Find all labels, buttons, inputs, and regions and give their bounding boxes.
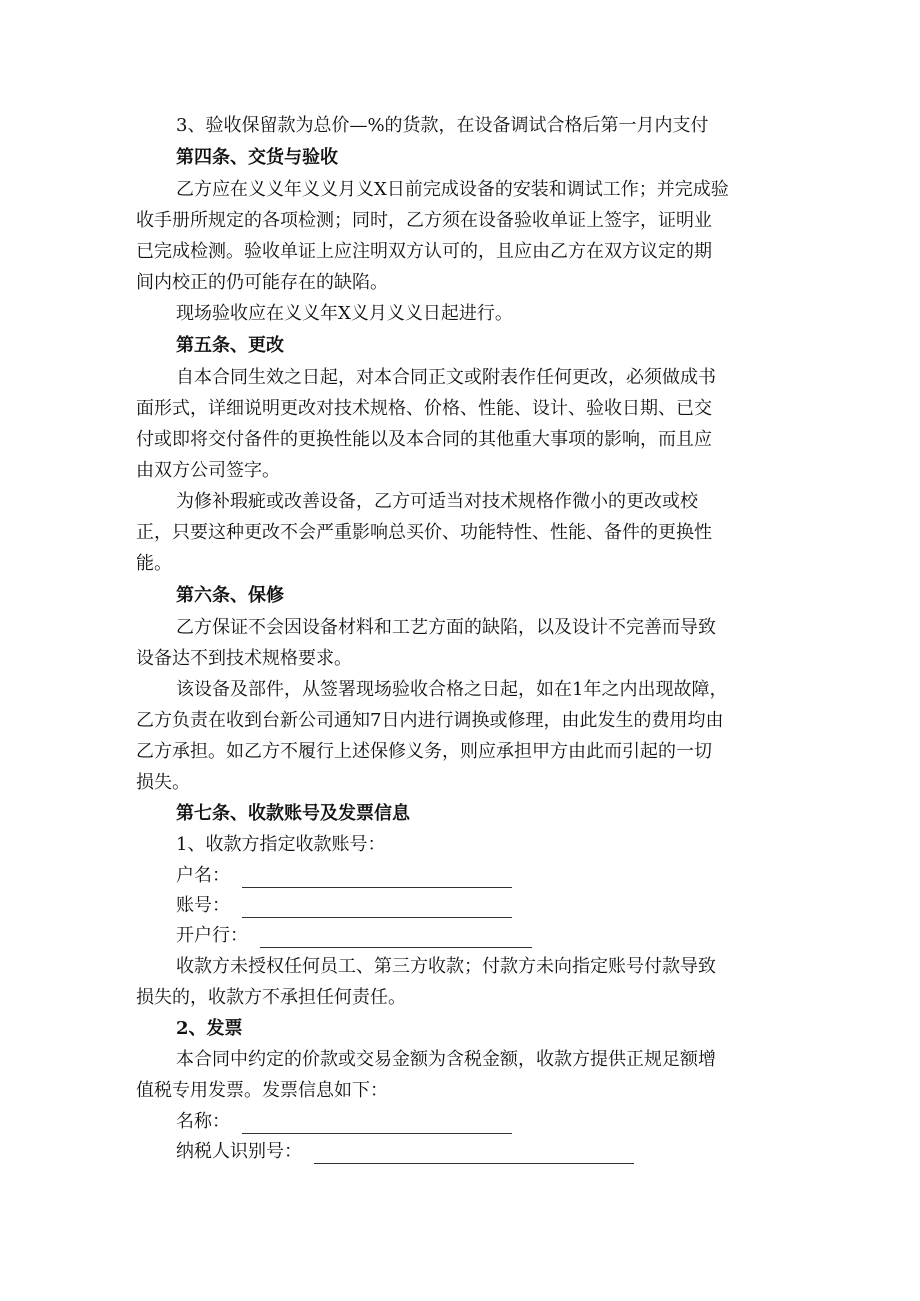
article-4-para-2: 现场验收应在义义年X义月义义日起进行。: [176, 303, 513, 324]
article-7-para-2-line-2: 损失的，收款方不承担任何责任。: [136, 987, 406, 1008]
article-5-heading: 第五条、更改: [176, 335, 284, 356]
article-6-heading: 第六条、保修: [176, 585, 284, 606]
account-name-blank[interactable]: [242, 869, 512, 888]
invoice-name-label: 名称：: [176, 1111, 230, 1132]
article-7-item-2: 2、发票: [176, 1018, 243, 1039]
article-7-heading: 第七条、收款账号及发票信息: [176, 803, 410, 824]
article-6-para-2-line-3: 乙方承担。如乙方不履行上述保修义务，则应承担甲方由此而引起的一切: [136, 741, 712, 762]
tax-id-label: 纳税人识别号：: [176, 1141, 302, 1162]
account-name-row: [176, 864, 512, 888]
article-5-para-1-line-1: 自本合同生效之日起，对本合同正文或附表作任何更改，必须做成书: [176, 367, 716, 388]
tax-id-blank[interactable]: [314, 1145, 634, 1164]
article-7-item-1: 1、收款方指定收款账号：: [176, 834, 386, 855]
account-number-label: 账号：: [176, 895, 230, 916]
article-7-para-2-line-1: 收款方未授权任何员工、第三方收款；付款方未向指定账号付款导致: [176, 956, 716, 977]
article-4-para-1-line-4: 间内校正的仍可能存在的缺陷。: [136, 272, 388, 293]
payment-clause-3: 3、验收保留款为总价—%的货款，在设备调试合格后第一月内支付: [176, 115, 709, 136]
account-number-row: [176, 894, 512, 918]
article-6-para-2-line-1: 该设备及部件，从签署现场验收合格之日起，如在1年之内出现故障，: [176, 679, 728, 700]
article-5-para-1-line-3: 付或即将交付备件的更换性能以及本合同的其他重大事项的影响，而且应: [136, 429, 712, 450]
article-6-para-2-line-4: 损失。: [136, 772, 190, 793]
article-7-para-3-line-1: 本合同中约定的价款或交易金额为含税金额，收款方提供正规足额增: [176, 1049, 716, 1070]
article-5-para-2-line-3: 能。: [136, 553, 172, 574]
article-4-para-1-line-2: 收手册所规定的各项检测；同时，乙方须在设备验收单证上签字，证明业: [136, 210, 712, 231]
article-5-para-1-line-2: 面形式，详细说明更改对技术规格、价格、性能、设计、验收日期、已交: [136, 398, 712, 419]
article-6-para-1-line-1: 乙方保证不会因设备材料和工艺方面的缺陷，以及设计不完善而导致: [176, 617, 716, 638]
account-number-blank[interactable]: [242, 899, 512, 918]
invoice-name-blank[interactable]: [242, 1115, 512, 1134]
article-7-para-3-line-2: 值税专用发票。发票信息如下：: [136, 1080, 388, 1101]
bank-blank[interactable]: [260, 929, 532, 948]
article-4-heading: 第四条、交货与验收: [176, 147, 338, 168]
bank-label: 开户行：: [176, 925, 248, 946]
article-5-para-2-line-1: 为修补瑕疵或改善设备，乙方可适当对技术规格作微小的更改或校: [176, 491, 698, 512]
article-4-para-1-line-1: 乙方应在义义年义义月义X日前完成设备的安装和调试工作；并完成验: [176, 179, 729, 200]
article-6-para-1-line-2: 设备达不到技术规格要求。: [136, 648, 352, 669]
account-name-label: 户名：: [176, 865, 230, 886]
article-4-para-1-line-3: 已完成检测。验收单证上应注明双方认可的，且应由乙方在双方议定的期: [136, 241, 712, 262]
article-5-para-2-line-2: 正，只要这种更改不会严重影响总买价、功能特性、性能、备件的更换性: [136, 522, 712, 543]
article-5-para-1-line-4: 由双方公司签字。: [136, 460, 280, 481]
article-6-para-2-line-2: 乙方负责在收到台新公司通知7日内进行调换或修理，由此发生的费用均由: [136, 710, 724, 731]
invoice-name-row: [176, 1110, 512, 1134]
tax-id-row: [176, 1140, 634, 1164]
bank-row: [176, 924, 532, 948]
